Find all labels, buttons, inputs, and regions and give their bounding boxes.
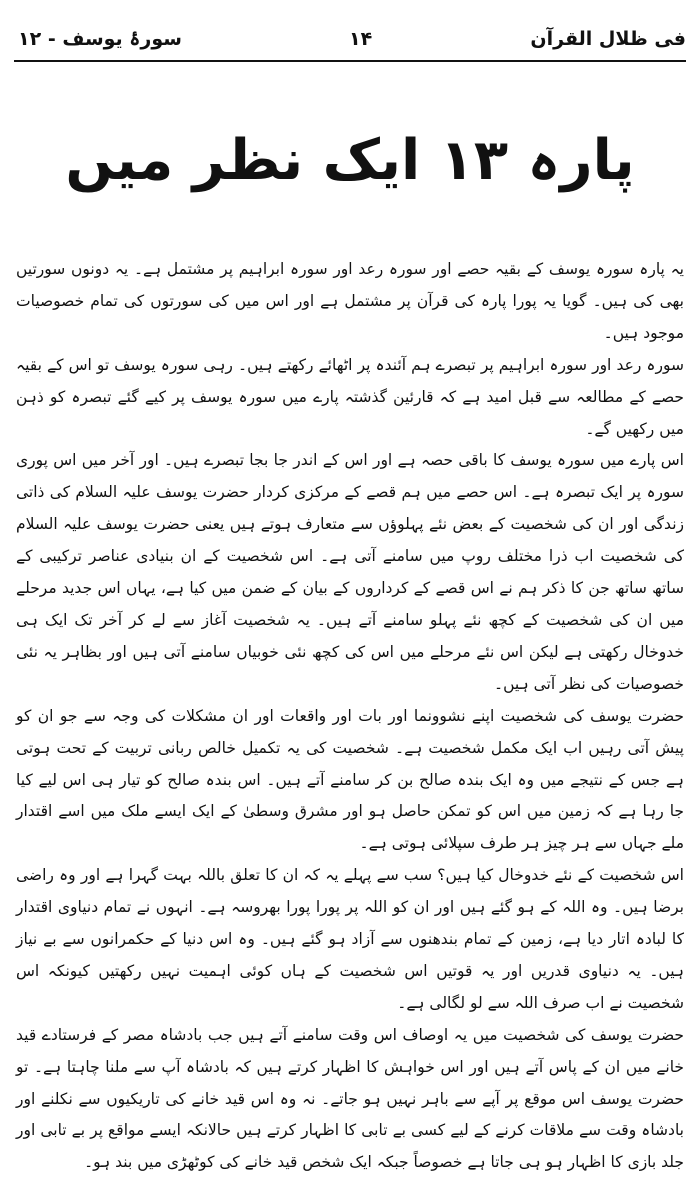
book-title: فی ظلال القرآن bbox=[530, 28, 686, 50]
running-header bbox=[14, 26, 686, 60]
paragraph: سورہ رعد اور سورہ ابراہیم پر تبصرے ہم آئندہ پر اٹھائے رکھتے ہیں۔ رہی سورہ یوسف تو اس کے بقیہ حصے کے مطالعہ سے قبل امید ہے کہ قارئین گذشتہ پارے میں سورہ یوسف پر کیے گئے تبصرہ کو ذہن میں رکھیں گے۔ bbox=[16, 355, 684, 438]
paragraph: حضرت یوسف کی شخصیت میں یہ اوصاف اس وقت سامنے آتے ہیں جب بادشاہ مصر کے فرستادے قید خانے میں ان کے پاس آتے ہیں اور اس خواہش کا اظہار کرتے ہیں کہ بادشاہ آپ سے ملنا چاہتا ہے۔ تو حضرت یوسف اس موقع پر آپے سے باہر نہیں ہو جاتے۔ نہ وہ اس قید خانے کی تاریکیوں سے نکلنے اور بادشاہ وقت سے ملاقات کرنے کے لیے کسی بے تابی کا اظہار کرتے ہیں حالانکہ ایسے مواقع پر بے تابی اور جلد بازی کا اظہار ہو ہی جاتا ہے خصوصاً جبکہ ایک شخص قید خانے کی کوٹھڑی میں بند ہو۔ bbox=[16, 1025, 684, 1172]
paragraph: یہ پارہ سورہ یوسف کے بقیہ حصے اور سورہ رعد اور سورہ ابراہیم پر مشتمل ہے۔ یہ دونوں سورتیں بھی کی ہیں۔ گویا یہ پورا پارہ کی قرآن پر مشتمل ہے اور اس میں کی سورتوں کی تمام خصوصیات موجود ہیں۔ bbox=[16, 260, 684, 342]
body-text bbox=[16, 254, 684, 1179]
paragraph: اس پارے میں سورہ یوسف کا باقی حصہ ہے اور اس کے اندر جا بجا تبصرے ہیں۔ اور آخر میں اس پوری سورہ پر ایک تبصرہ ہے۔ اس حصے میں ہم قصے کے مرکزی کردار حضرت یوسف علیہ السلام کی ذاتی زندگی اور ان کی شخصیت کے بعض نئے پہلوؤں سے متعارف ہوتے ہیں یعنی حضرت یوسف علیہ السلام کی شخصیت اب ذرا مختلف روپ میں سامنے آتی ہے۔ اس شخصیت کے ان بنیادی عناصر ترکیبی کے ساتھ ساتھ جن کا ذکر ہم نے اس قصے کے کرداروں کے بیان کے ضمن میں کیا ہے، یہاں اس جدید مرحلے میں ان کی شخصیت کے کچھ نئے پہلو سامنے آتے ہیں۔ یہ شخصیت آغاز سے لے کر آخر تک ایک ہی خدوخال رکھتی ہے لیکن اس نئے مرحلے میں اس کی کچھ نئی خوبیاں سامنے آتی ہیں اور بظاہر یہ نئی خصوصیات کی نظر آتی ہیں۔ bbox=[16, 451, 684, 693]
paragraph: اس شخصیت کے نئے خدوخال کیا ہیں؟ سب سے پہلے یہ کہ ان کا تعلق باللہ بہت گہرا ہے اور وہ راضی برضا ہیں۔ وہ اللہ کے ہو گئے ہیں اور ان کو اللہ پر پورا پورا بھروسہ ہے۔ انہوں نے تمام دنیاوی اقتدار کا لبادہ اتار دیا ہے، زمین کے تمام بندھنوں سے آزاد ہو گئے ہیں۔ وہ اس دنیا کے حکمرانوں سے بے نیاز ہیں۔ یہ دنیاوی قدریں اور یہ قوتیں اس شخصیت کے ہاں کوئی اہمیت نہیں رکھتیں کیونکہ اس شخصیت نے اب صرف اللہ سے لو لگالی ہے۔ bbox=[16, 866, 684, 1012]
paragraph: حضرت یوسف کی شخصیت اپنے نشوونما اور بات اور واقعات اور ان مشکلات کی وجہ سے جو ان کو پیش آتی رہیں اب ایک مکمل شخصیت ہے۔ شخصیت کی یہ تکمیل خالص ربانی تربیت کے تحت ہوتی ہے جس کے نتیجے میں وہ ایک بندہ صالح بن کر سامنے آتے ہیں۔ اس بندہ صالح کو تیار ہی اس لیے کیا جا رہا ہے کہ زمین میں اس کو تمکن حاصل ہو اور مشرق وسطیٰ کے ایک ایسے ملک میں اسے اقتدار ملے جہاں سے ہر چیز ہر طرف سپلائی ہوتی ہے۔ bbox=[16, 706, 684, 853]
surah-label: سورۂ یوسف - ۱۲ bbox=[18, 28, 182, 50]
page-number: ۱۴ bbox=[349, 28, 373, 50]
chapter-title: پارہ ۱۳ ایک نظر میں bbox=[65, 128, 635, 193]
header-rule bbox=[14, 60, 686, 62]
